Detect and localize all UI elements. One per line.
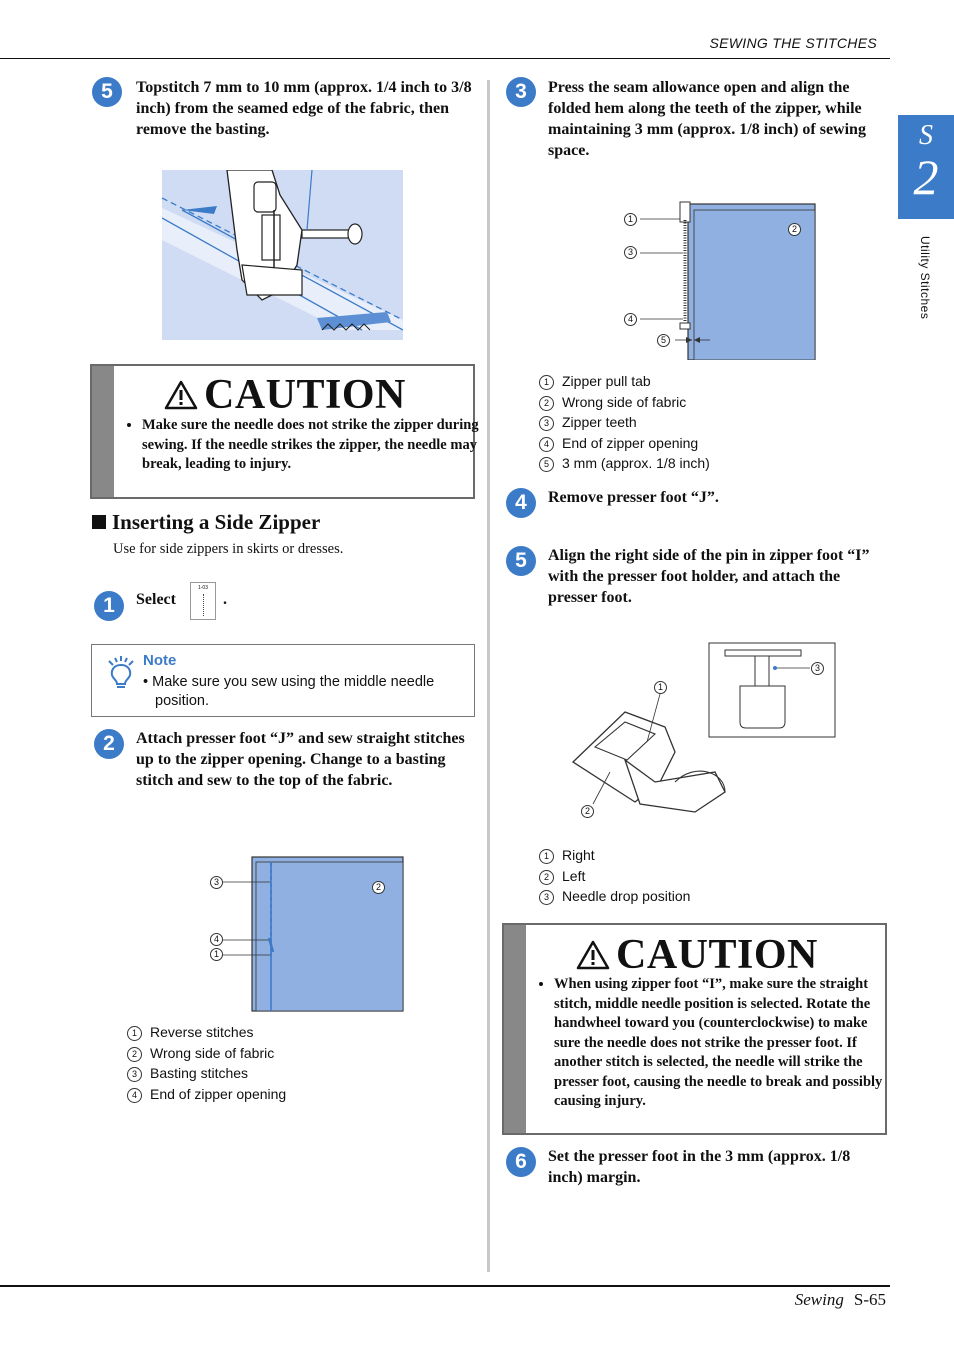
caution-list bbox=[114, 416, 482, 475]
footer-rule bbox=[0, 1285, 890, 1287]
legend-number: 5 bbox=[539, 457, 554, 472]
step-badge: 1 bbox=[94, 591, 124, 621]
square-bullet-icon bbox=[92, 515, 106, 529]
legend-label: Left bbox=[562, 867, 586, 884]
running-header: SEWING THE STITCHES bbox=[709, 35, 877, 51]
legend-item bbox=[539, 453, 710, 474]
stitch-line bbox=[203, 594, 204, 616]
callout-3: 3 bbox=[811, 662, 824, 675]
step-3-text: Press the seam allowance open and align the folded hem along the teeth of the zipper, while maintaining 3 mm (approx. 1/8 inch) of sewing space. bbox=[548, 79, 866, 159]
caution-title bbox=[576, 931, 818, 979]
legend-label: Right bbox=[562, 847, 595, 863]
legend-number: 2 bbox=[539, 396, 554, 411]
legend-item bbox=[539, 866, 690, 887]
warning-triangle-icon bbox=[164, 380, 198, 410]
page-footer bbox=[795, 1290, 886, 1310]
callout-1: 1 bbox=[654, 681, 667, 694]
warning-triangle-icon bbox=[576, 940, 610, 970]
callout-4: 4 bbox=[624, 313, 637, 326]
figure-legend bbox=[539, 845, 690, 907]
caution-bar bbox=[504, 925, 526, 1133]
legend-number: 1 bbox=[539, 375, 554, 390]
step-badge: 5 bbox=[506, 546, 536, 576]
legend-item bbox=[539, 886, 690, 907]
callout-2: 2 bbox=[372, 881, 385, 894]
legend-number: 1 bbox=[539, 849, 554, 864]
caution-title bbox=[164, 371, 406, 419]
step-1-suffix: . bbox=[223, 591, 227, 608]
legend-item bbox=[539, 845, 690, 866]
step-badge: 5 bbox=[92, 77, 122, 107]
note-box bbox=[91, 644, 475, 717]
legend-item bbox=[539, 392, 710, 413]
legend-item bbox=[539, 433, 710, 454]
section-title: Inserting a Side Zipper bbox=[112, 510, 321, 534]
caution-box bbox=[502, 923, 887, 1135]
legend-number: 4 bbox=[127, 1088, 142, 1103]
legend-label: End of zipper opening bbox=[150, 1085, 287, 1102]
chapter-letter: S bbox=[919, 120, 933, 151]
legend-label: Basting stitches bbox=[150, 1065, 249, 1081]
legend-number: 3 bbox=[539, 416, 554, 431]
legend-label: Wrong side of fabric bbox=[562, 393, 687, 410]
callout-3: 3 bbox=[210, 876, 223, 889]
legend-number: 2 bbox=[127, 1047, 142, 1062]
callout-3: 3 bbox=[624, 246, 637, 259]
figure-legend bbox=[127, 1022, 286, 1104]
step-5-right-text: Align the right side of the pin in zipper foot “I” with the presser foot holder, and attach the presser foot. bbox=[548, 547, 870, 606]
caution-title-text: CAUTION bbox=[616, 932, 818, 978]
section-heading bbox=[92, 510, 320, 535]
step-2-text: Attach presser foot “J” and sew straight stitches up to the zipper opening. Change to a basting stitch and sew to the top of the fabric. bbox=[136, 730, 465, 789]
caution-box bbox=[90, 364, 479, 499]
figure-legend bbox=[539, 371, 710, 474]
header-rule bbox=[0, 58, 890, 59]
caution-bar bbox=[92, 366, 114, 497]
caution-item: • Make sure the needle does not strike the zipper during sewing. If the needle strikes the zipper, the needle may break, leading to injury. bbox=[142, 416, 482, 475]
chapter-tab bbox=[898, 115, 954, 219]
legend-label: Wrong side of fabric bbox=[150, 1044, 275, 1061]
side-zipper-stitching-figure bbox=[205, 856, 405, 1012]
legend-number: 2 bbox=[539, 870, 554, 885]
note-text: • Make sure you sew using the middle needle position. bbox=[143, 674, 435, 709]
note-label: Note bbox=[143, 652, 177, 669]
legend-label: Zipper teeth bbox=[562, 414, 637, 430]
legend-label: Reverse stitches bbox=[150, 1024, 254, 1040]
note-text-body: Make sure you sew using the middle needle position. bbox=[152, 674, 435, 709]
legend-label: 3 mm (approx. 1/8 inch) bbox=[562, 455, 710, 471]
callout-5: 5 bbox=[657, 334, 670, 347]
step-badge: 3 bbox=[506, 77, 536, 107]
note-lightbulb-icon bbox=[106, 655, 136, 691]
callout-4: 4 bbox=[210, 933, 223, 946]
legend-item bbox=[539, 412, 710, 433]
zipper-foot-figure bbox=[565, 642, 837, 822]
step-badge: 2 bbox=[94, 729, 124, 759]
legend-number: 3 bbox=[127, 1067, 142, 1082]
step-badge: 6 bbox=[506, 1147, 536, 1177]
legend-number: 3 bbox=[539, 890, 554, 905]
legend-item bbox=[127, 1084, 286, 1105]
legend-number: 4 bbox=[539, 437, 554, 452]
chapter-label: Utility Stitches bbox=[918, 236, 932, 320]
topstitch-illustration bbox=[162, 170, 403, 340]
step-6-text: Set the presser foot in the 3 mm (approx. 1/8 inch) margin. bbox=[548, 1148, 851, 1186]
callout-2: 2 bbox=[788, 223, 801, 236]
stitch-code: 1-03 bbox=[197, 585, 208, 591]
callout-2: 2 bbox=[581, 805, 594, 818]
caution-item: • When using zipper foot “I”, make sure the straight stitch, middle needle position is selected. Rotate the handwheel toward you (counterclockwise) to make sure the needle does not strike the presser foot. If another stitch is selected, the needle will strike the presser foot, causing the needle to break and possibly causing injury. bbox=[554, 975, 894, 1112]
zipper-alignment-figure bbox=[620, 198, 816, 360]
step-5-text: Topstitch 7 mm to 10 mm (approx. 1/4 inch to 3/8 inch) from the seamed edge of the fabric, then remove the basting. bbox=[136, 79, 472, 138]
step-1-text: Select bbox=[136, 591, 176, 608]
section-intro: Use for side zippers in skirts or dresses. bbox=[113, 541, 344, 557]
callout-1: 1 bbox=[624, 213, 637, 226]
step-4-text: Remove presser foot “J”. bbox=[548, 489, 719, 506]
legend-label: Needle drop position bbox=[562, 888, 691, 904]
column-divider bbox=[487, 80, 490, 1272]
caution-title-text: CAUTION bbox=[204, 372, 406, 418]
legend-item bbox=[127, 1063, 286, 1084]
legend-item bbox=[127, 1022, 286, 1043]
step-badge: 4 bbox=[506, 488, 536, 518]
caution-list bbox=[526, 975, 894, 1112]
callout-1: 1 bbox=[210, 948, 223, 961]
stitch-pattern-icon[interactable] bbox=[190, 582, 216, 620]
page-number: S-65 bbox=[853, 1290, 886, 1309]
legend-label: End of zipper opening bbox=[562, 434, 699, 451]
legend-item bbox=[127, 1043, 286, 1064]
legend-item bbox=[539, 371, 710, 392]
chapter-number: 2 bbox=[913, 149, 939, 205]
footer-section: Sewing bbox=[794, 1290, 844, 1309]
legend-label: Zipper pull tab bbox=[562, 373, 651, 389]
legend-number: 1 bbox=[127, 1026, 142, 1041]
